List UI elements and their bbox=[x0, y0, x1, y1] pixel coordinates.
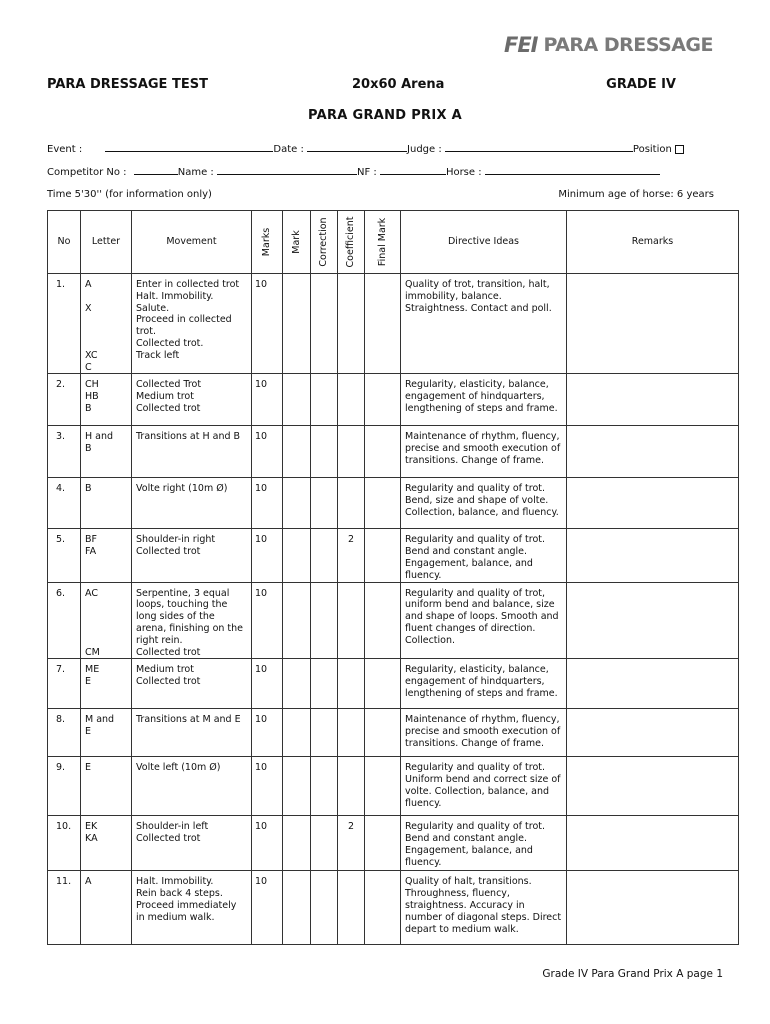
row-no: 8. bbox=[48, 709, 81, 757]
row-movement: Halt. Immobility. Rein back 4 steps. Proceed immediately in medium walk. bbox=[132, 871, 252, 945]
table-row bbox=[48, 274, 739, 374]
row-movement: Volte right (10m Ø) bbox=[132, 478, 252, 529]
row-mark-cell[interactable] bbox=[283, 274, 311, 374]
table-row bbox=[48, 871, 739, 945]
row-final-mark-cell[interactable] bbox=[365, 426, 401, 478]
row-mark-cell[interactable] bbox=[283, 529, 311, 582]
row-marks: 10 bbox=[252, 426, 283, 478]
row-movement: Transitions at H and B bbox=[132, 426, 252, 478]
row-correction-cell[interactable] bbox=[311, 757, 338, 816]
row-correction-cell[interactable] bbox=[311, 659, 338, 709]
header-final-mark: Final Mark bbox=[365, 211, 401, 274]
row-movement: Collected Trot Medium trot Collected trot bbox=[132, 374, 252, 426]
row-final-mark-cell[interactable] bbox=[365, 529, 401, 582]
row-marks: 10 bbox=[252, 757, 283, 816]
row-correction-cell[interactable] bbox=[311, 274, 338, 374]
table-row bbox=[48, 478, 739, 529]
row-mark-cell[interactable] bbox=[283, 374, 311, 426]
row-coefficient bbox=[338, 582, 365, 659]
row-mark-cell[interactable] bbox=[283, 478, 311, 529]
row-final-mark-cell[interactable] bbox=[365, 871, 401, 945]
row-remarks-cell[interactable] bbox=[567, 478, 739, 529]
row-remarks-cell[interactable] bbox=[567, 374, 739, 426]
row-directive: Regularity, elasticity, balance, engagement of hindquarters, lengthening of steps and frame. bbox=[401, 374, 567, 426]
row-marks: 10 bbox=[252, 816, 283, 871]
row-no: 1. bbox=[48, 274, 81, 374]
row-movement: Medium trot Collected trot bbox=[132, 659, 252, 709]
row-movement: Volte left (10m Ø) bbox=[132, 757, 252, 816]
row-letter: A bbox=[81, 871, 132, 945]
row-remarks-cell[interactable] bbox=[567, 659, 739, 709]
row-letter: EK KA bbox=[81, 816, 132, 871]
row-mark-cell[interactable] bbox=[283, 582, 311, 659]
row-movement: Serpentine, 3 equal loops, touching the long sides of the arena, finishing on the right rein. Collected trot bbox=[132, 582, 252, 659]
row-mark-cell[interactable] bbox=[283, 659, 311, 709]
name-label: Name : bbox=[177, 167, 214, 178]
row-correction-cell[interactable] bbox=[311, 816, 338, 871]
row-coefficient bbox=[338, 757, 365, 816]
test-subtitle: PARA GRAND PRIX A bbox=[307, 108, 463, 123]
competitor-field[interactable] bbox=[134, 165, 178, 175]
row-directive: Quality of trot, transition, halt, immobility, balance. Straightness. Contact and poll. bbox=[401, 274, 567, 374]
row-marks: 10 bbox=[252, 871, 283, 945]
page-footer: Grade IV Para Grand Prix A page 1 bbox=[542, 968, 723, 980]
row-final-mark-cell[interactable] bbox=[365, 582, 401, 659]
table-row bbox=[48, 374, 739, 426]
row-letter: AC CM bbox=[81, 582, 132, 659]
table-row bbox=[48, 659, 739, 709]
event-line bbox=[47, 142, 684, 155]
row-directive: Regularity and quality of trot, uniform bend and balance, size and shape of loops. Smooth and fluent changes of direction. Collection. bbox=[401, 582, 567, 659]
row-marks: 10 bbox=[252, 478, 283, 529]
judge-field[interactable] bbox=[445, 142, 633, 152]
row-mark-cell[interactable] bbox=[283, 426, 311, 478]
event-field[interactable] bbox=[105, 142, 273, 152]
row-coefficient bbox=[338, 478, 365, 529]
header-directive: Directive Ideas bbox=[401, 211, 567, 274]
row-marks: 10 bbox=[252, 709, 283, 757]
row-directive: Maintenance of rhythm, fluency, precise and smooth execution of transitions. Change of frame. bbox=[401, 426, 567, 478]
table-row bbox=[48, 709, 739, 757]
row-no: 7. bbox=[48, 659, 81, 709]
row-marks: 10 bbox=[252, 659, 283, 709]
header-remarks: Remarks bbox=[567, 211, 739, 274]
row-letter: E bbox=[81, 757, 132, 816]
row-coefficient bbox=[338, 374, 365, 426]
logo-text: PARA DRESSAGE bbox=[543, 34, 713, 56]
row-mark-cell[interactable] bbox=[283, 709, 311, 757]
header-coefficient: Coefficient bbox=[338, 211, 365, 274]
row-coefficient: 2 bbox=[338, 816, 365, 871]
time-note: Time 5'30'' (for information only) bbox=[47, 189, 212, 200]
row-correction-cell[interactable] bbox=[311, 478, 338, 529]
logo-mark: FEI bbox=[503, 33, 538, 57]
row-no: 6. bbox=[48, 582, 81, 659]
row-letter: ME E bbox=[81, 659, 132, 709]
row-marks: 10 bbox=[252, 374, 283, 426]
row-final-mark-cell[interactable] bbox=[365, 274, 401, 374]
checkbox-icon[interactable] bbox=[675, 145, 684, 154]
row-movement: Shoulder-in right Collected trot bbox=[132, 529, 252, 582]
row-final-mark-cell[interactable] bbox=[365, 374, 401, 426]
row-marks: 10 bbox=[252, 582, 283, 659]
min-age-note: Minimum age of horse: 6 years bbox=[558, 189, 714, 200]
row-directive: Regularity and quality of trot. Bend, size and shape of volte. Collection, balance, and fluency. bbox=[401, 478, 567, 529]
header-marks: Marks bbox=[252, 211, 283, 274]
row-remarks-cell[interactable] bbox=[567, 709, 739, 757]
row-mark-cell[interactable] bbox=[283, 871, 311, 945]
nf-label: NF : bbox=[356, 167, 377, 178]
row-no: 3. bbox=[48, 426, 81, 478]
row-directive: Maintenance of rhythm, fluency, precise and smooth execution of transitions. Change of frame. bbox=[401, 709, 567, 757]
row-remarks-cell[interactable] bbox=[567, 871, 739, 945]
nf-field[interactable] bbox=[380, 165, 446, 175]
row-directive: Regularity and quality of trot. Uniform bend and correct size of volte. Collection, balance, and fluency. bbox=[401, 757, 567, 816]
header-movement: Movement bbox=[132, 211, 252, 274]
row-movement: Enter in collected trot Halt. Immobility. Salute. Proceed in collected trot. Collected trot. Track left bbox=[132, 274, 252, 374]
table-row bbox=[48, 757, 739, 816]
table-header-row bbox=[48, 211, 739, 274]
row-letter: B bbox=[81, 478, 132, 529]
competitor-label: Competitor No : bbox=[47, 167, 127, 178]
header-test-title: PARA DRESSAGE TEST bbox=[47, 77, 208, 92]
header-arena: 20x60 Arena bbox=[352, 77, 445, 92]
row-correction-cell[interactable] bbox=[311, 582, 338, 659]
row-marks: 10 bbox=[252, 529, 283, 582]
header-no: No bbox=[48, 211, 81, 274]
row-marks: 10 bbox=[252, 274, 283, 374]
row-no: 2. bbox=[48, 374, 81, 426]
row-no: 4. bbox=[48, 478, 81, 529]
name-field[interactable] bbox=[217, 165, 357, 175]
row-coefficient bbox=[338, 274, 365, 374]
row-letter: M and E bbox=[81, 709, 132, 757]
row-final-mark-cell[interactable] bbox=[365, 478, 401, 529]
row-final-mark-cell[interactable] bbox=[365, 709, 401, 757]
row-correction-cell[interactable] bbox=[311, 709, 338, 757]
row-no: 5. bbox=[48, 529, 81, 582]
table-row bbox=[48, 426, 739, 478]
row-coefficient: 2 bbox=[338, 529, 365, 582]
row-mark-cell[interactable] bbox=[283, 816, 311, 871]
row-coefficient bbox=[338, 709, 365, 757]
row-remarks-cell[interactable] bbox=[567, 757, 739, 816]
row-remarks-cell[interactable] bbox=[567, 816, 739, 871]
date-field[interactable] bbox=[307, 142, 407, 152]
row-remarks-cell[interactable] bbox=[567, 582, 739, 659]
table-row bbox=[48, 816, 739, 871]
movements-table bbox=[47, 210, 739, 945]
event-label: Event : bbox=[47, 144, 83, 155]
horse-field[interactable] bbox=[485, 165, 660, 175]
row-directive: Regularity and quality of trot. Bend and constant angle. Engagement, balance, and fluency. bbox=[401, 529, 567, 582]
judge-label: Judge : bbox=[407, 144, 442, 155]
table-row bbox=[48, 582, 739, 659]
row-remarks-cell[interactable] bbox=[567, 426, 739, 478]
row-correction-cell[interactable] bbox=[311, 871, 338, 945]
row-correction-cell[interactable] bbox=[311, 374, 338, 426]
row-mark-cell[interactable] bbox=[283, 757, 311, 816]
fei-para-dressage-logo bbox=[504, 34, 713, 56]
row-coefficient bbox=[338, 426, 365, 478]
row-directive: Regularity, elasticity, balance, engagement of hindquarters, lengthening of steps and frame. bbox=[401, 659, 567, 709]
header-grade: GRADE IV bbox=[606, 77, 676, 92]
row-coefficient bbox=[338, 659, 365, 709]
row-no: 11. bbox=[48, 871, 81, 945]
competitor-line bbox=[47, 165, 660, 178]
row-no: 9. bbox=[48, 757, 81, 816]
header-correction: Correction bbox=[311, 211, 338, 274]
row-no: 10. bbox=[48, 816, 81, 871]
row-movement: Transitions at M and E bbox=[132, 709, 252, 757]
row-movement: Shoulder-in left Collected trot bbox=[132, 816, 252, 871]
row-directive: Regularity and quality of trot. Bend and constant angle. Engagement, balance, and fluency. bbox=[401, 816, 567, 871]
header-letter: Letter bbox=[81, 211, 132, 274]
horse-label: Horse : bbox=[445, 167, 482, 178]
row-remarks-cell[interactable] bbox=[567, 529, 739, 582]
row-letter: BF FA bbox=[81, 529, 132, 582]
row-coefficient bbox=[338, 871, 365, 945]
table-row bbox=[48, 529, 739, 582]
row-correction-cell[interactable] bbox=[311, 426, 338, 478]
row-letter: H and B bbox=[81, 426, 132, 478]
row-letter: CH HB B bbox=[81, 374, 132, 426]
row-final-mark-cell[interactable] bbox=[365, 659, 401, 709]
row-directive: Quality of halt, transitions. Throughness, fluency, straightness. Accuracy in number of diagonal steps. Direct depart to medium walk. bbox=[401, 871, 567, 945]
row-correction-cell[interactable] bbox=[311, 529, 338, 582]
row-remarks-cell[interactable] bbox=[567, 274, 739, 374]
date-label: Date : bbox=[273, 144, 304, 155]
header-mark: Mark bbox=[283, 211, 311, 274]
position-label: Position bbox=[632, 144, 672, 155]
row-final-mark-cell[interactable] bbox=[365, 757, 401, 816]
row-letter: A X XC C bbox=[81, 274, 132, 374]
row-final-mark-cell[interactable] bbox=[365, 816, 401, 871]
